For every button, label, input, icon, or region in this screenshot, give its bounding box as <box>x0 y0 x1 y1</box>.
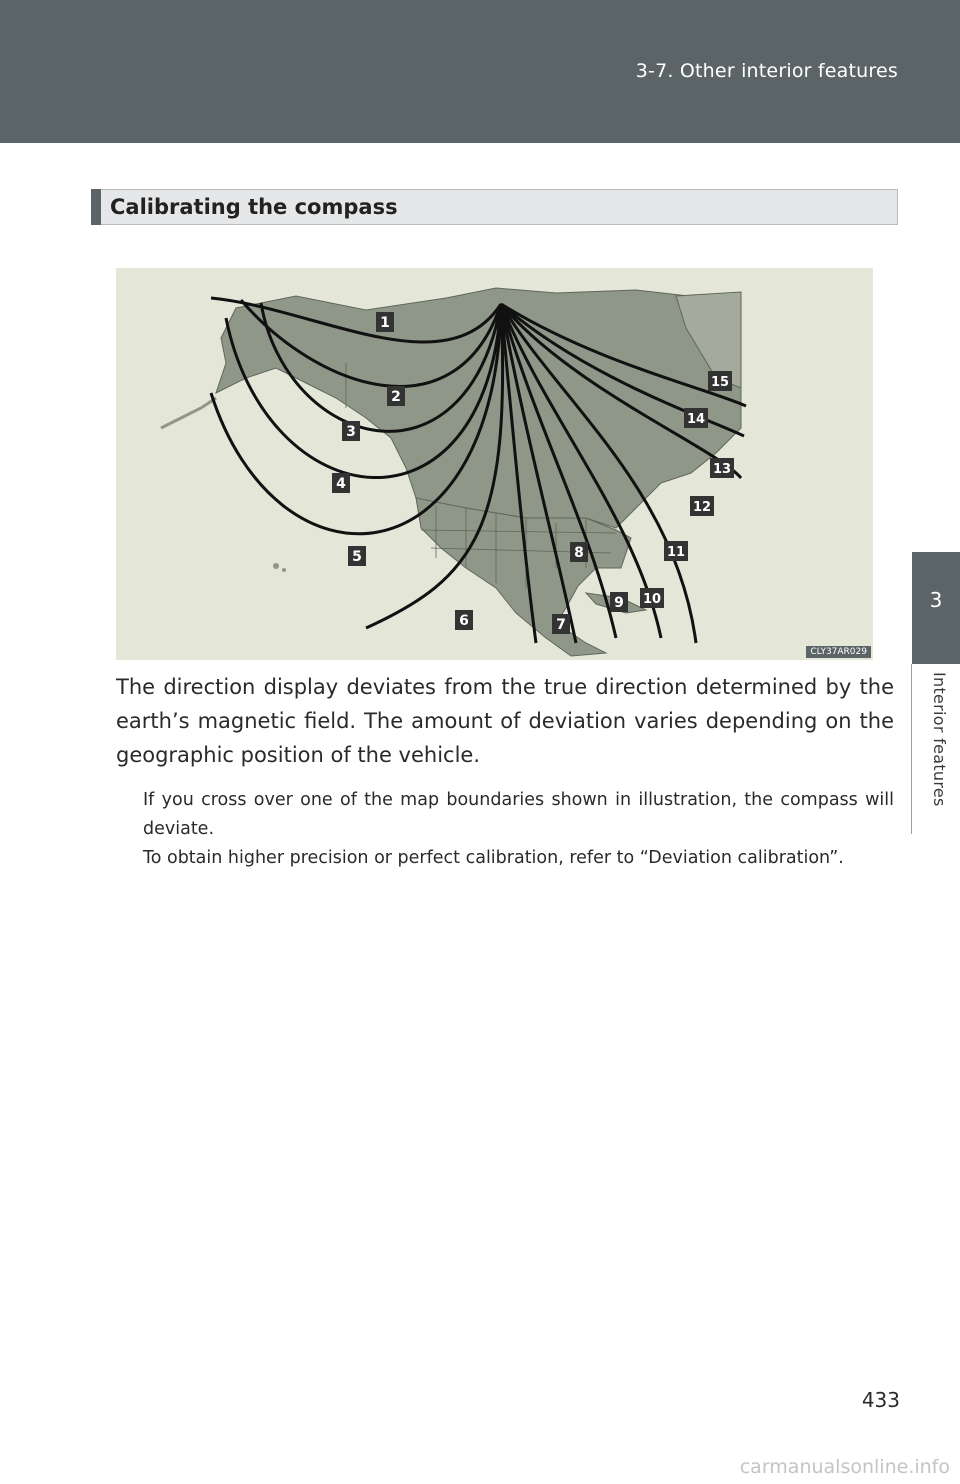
zone-label-11: 11 <box>666 545 686 560</box>
landmass-north <box>216 288 741 528</box>
note-line-2: To obtain higher precision or perfect calibration, refer to “Deviation calibration”. <box>143 848 844 868</box>
note-block <box>143 786 894 873</box>
watermark-link[interactable]: carmanualsonline.info <box>739 1456 950 1478</box>
zone-label-13: 13 <box>712 462 732 477</box>
aleutian-islands <box>161 398 216 428</box>
zone-label-6: 6 <box>459 613 469 629</box>
hawaii-islands <box>273 563 279 569</box>
zone-label-7: 7 <box>556 617 566 633</box>
chapter-side-label: Interior features <box>930 672 949 807</box>
zone-label-4: 4 <box>336 476 346 492</box>
body-paragraph: The direction display deviates from the true direction determined by the earth’s magnetic field. The amount of deviation varies depending on the geographic position of the vehicle. <box>116 675 894 767</box>
page-number: 433 <box>861 1388 900 1412</box>
zone-label-1: 1 <box>380 315 390 331</box>
zone-label-14: 14 <box>686 412 706 427</box>
zone-label-3: 3 <box>346 424 356 440</box>
zone-label-12: 12 <box>692 500 712 515</box>
zone-label-8: 8 <box>574 545 584 561</box>
zone-label-5: 5 <box>352 549 362 565</box>
zone-label-2: 2 <box>391 389 401 405</box>
section-title: Calibrating the compass <box>110 195 398 219</box>
chapter-tab-number: 3 <box>929 588 943 612</box>
zone-label-10: 10 <box>642 592 662 607</box>
note-line-1: If you cross over one of the map boundaries shown in illustration, the compass will deviate. <box>143 790 894 839</box>
zone-label-9: 9 <box>614 595 624 611</box>
compass-zone-map <box>116 268 873 660</box>
map-illustration <box>116 268 873 660</box>
figure-code: CLY37AR029 <box>806 646 871 658</box>
zone-label-15: 15 <box>710 375 730 390</box>
chapter-header: 3-7. Other interior features <box>635 60 898 82</box>
section-title-accent <box>91 189 101 225</box>
side-divider <box>911 664 912 834</box>
